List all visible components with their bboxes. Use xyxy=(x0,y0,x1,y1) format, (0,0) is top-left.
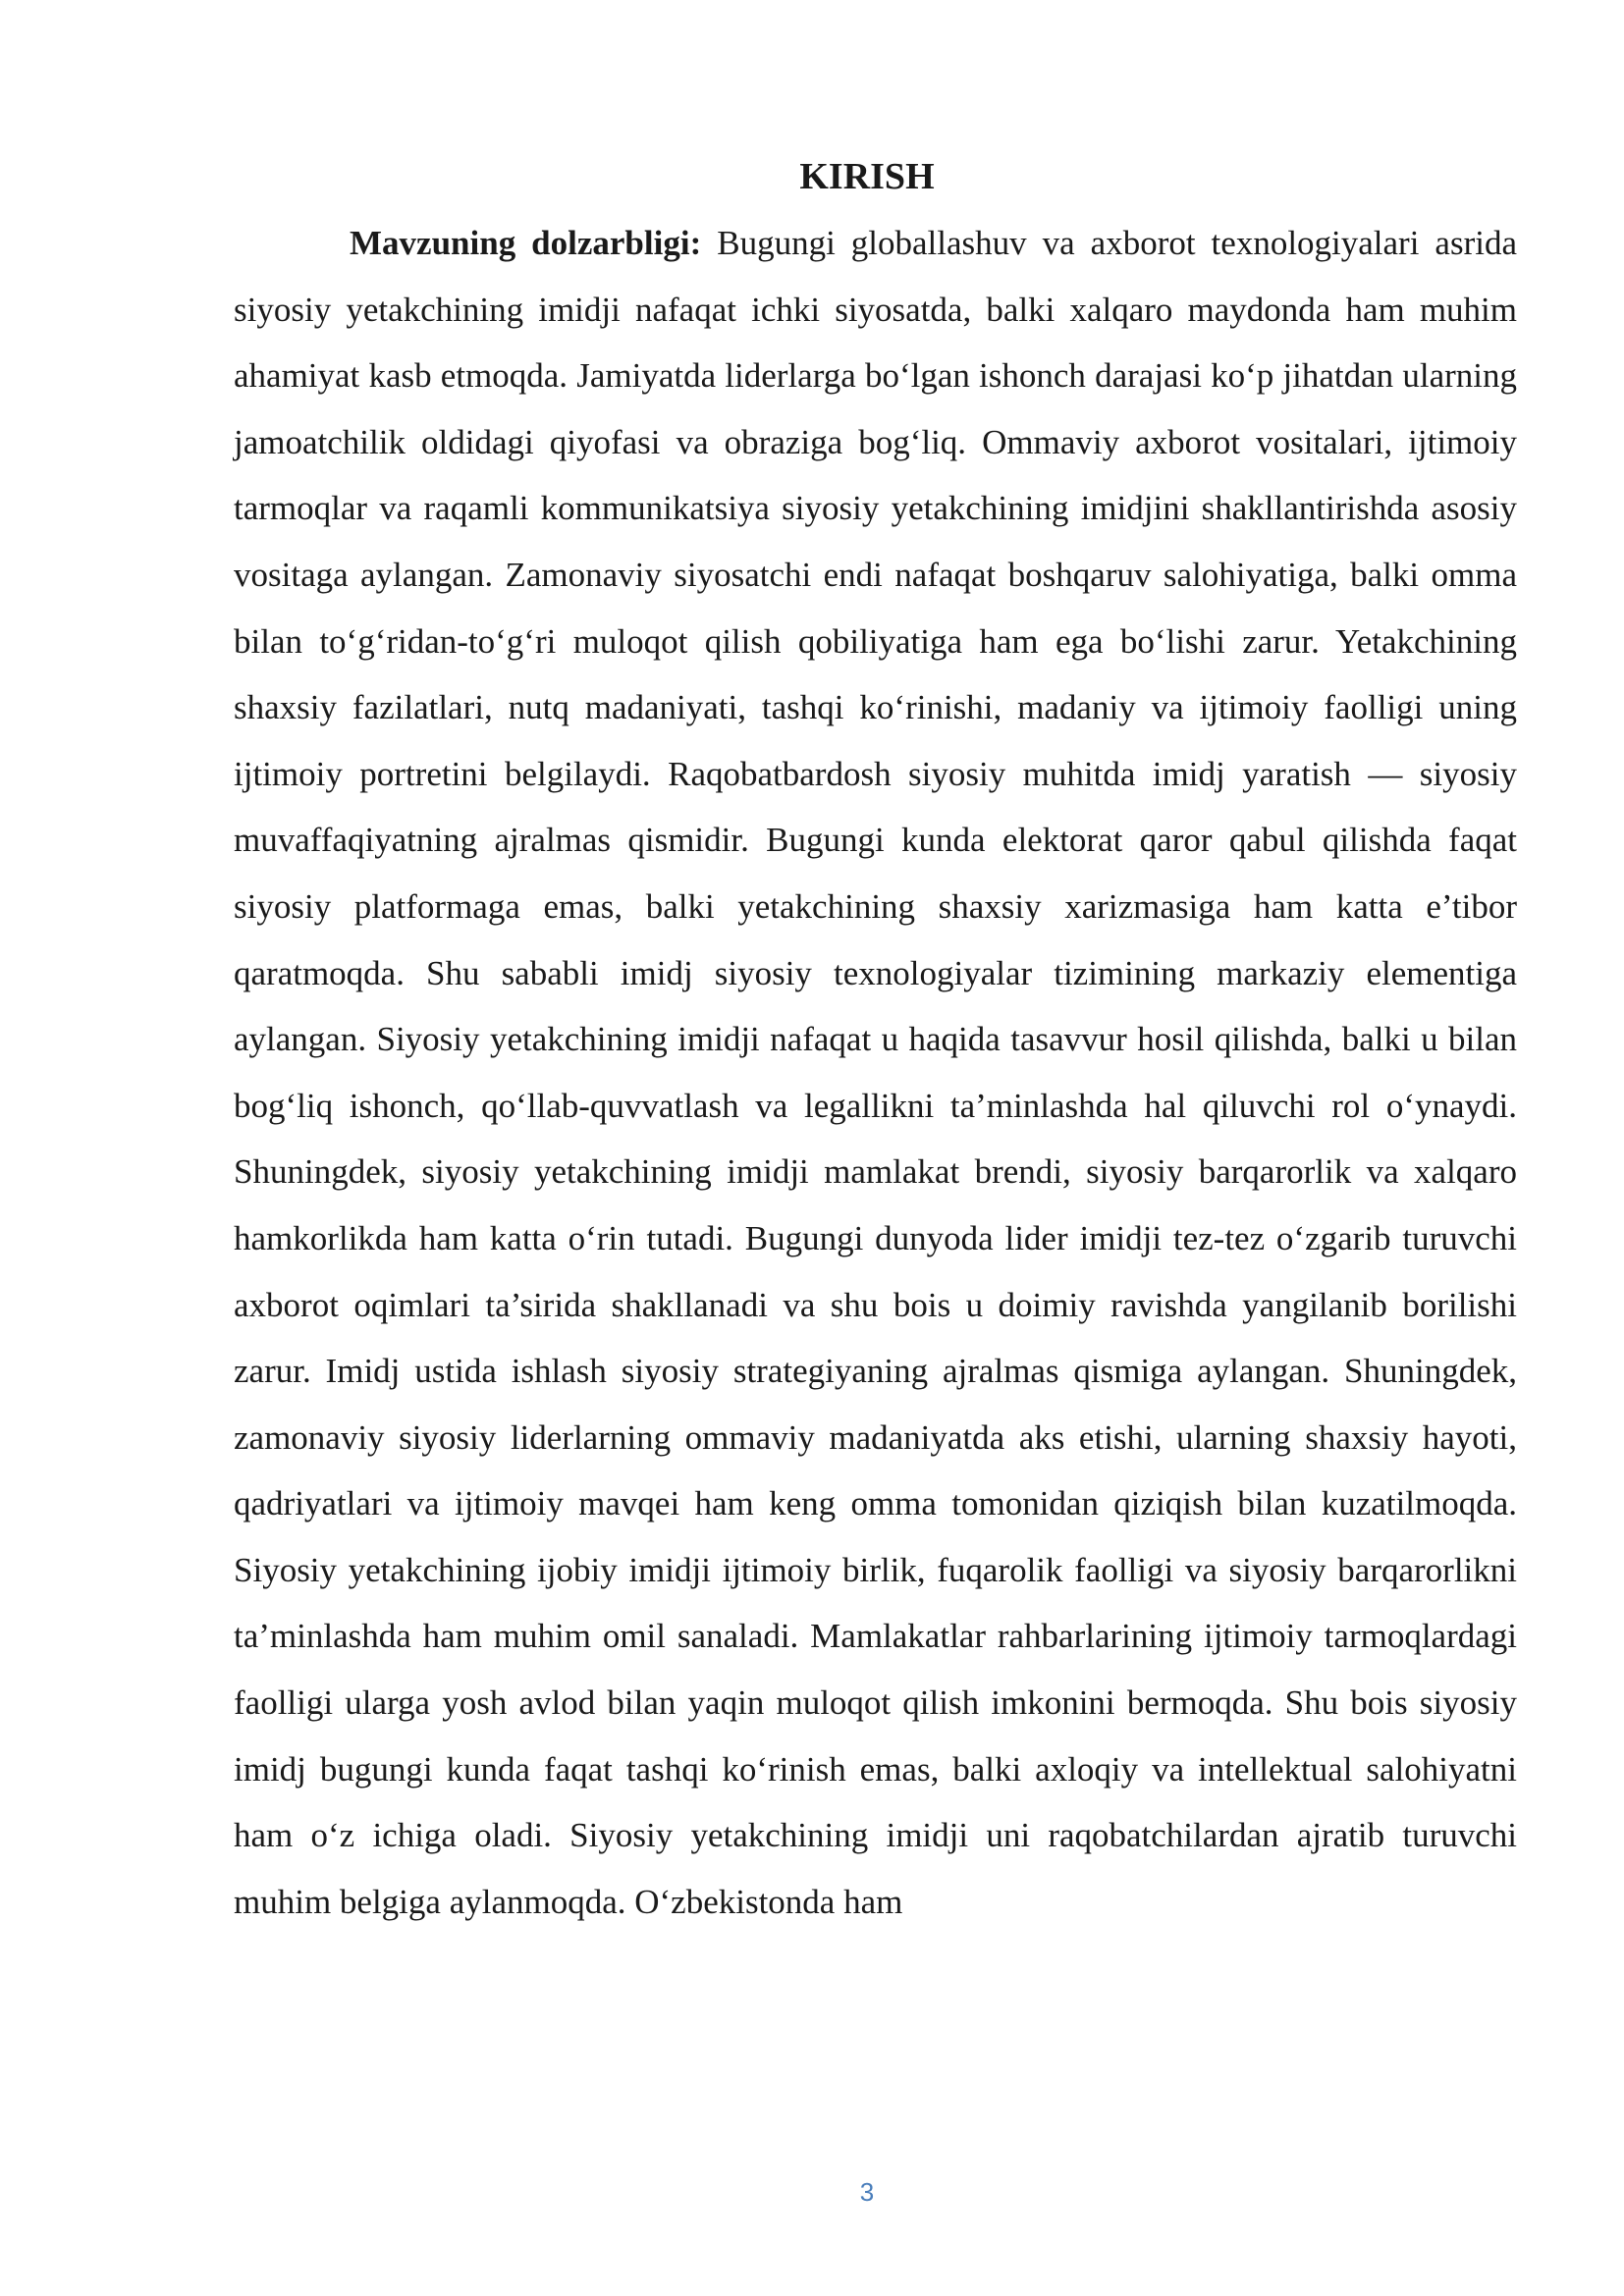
section-heading: KIRISH xyxy=(799,156,935,197)
paragraph-text: Bugungi globallashuv va axborot texnologiyalari asrida siyosiy yetakchining imidji nafaqat ichki siyosatda, balki xalqaro maydonda ham muhim ahamiyat kasb etmoqda. Jamiyatda liderlarga bo‘lgan ishonch darajasi ko‘p jihatdan ularning jamoatchilik oldidagi qiyofasi va obraziga bog‘liq. Ommaviy axborot vositalari, ijtimoiy tarmoqlar va raqamli kommunikatsiya siyosiy yetakchining imidjini shakllantirishda asosiy vositaga aylangan. Zamonaviy siyosatchi endi nafaqat boshqaruv salohiyatiga, balki omma bilan to‘g‘ridan-to‘g‘ri muloqot qilish qobiliyatiga ham ega bo‘lishi zarur. Yetakchining shaxsiy fazilatlari, nutq madaniyati, tashqi ko‘rinishi, madaniy va ijtimoiy faolligi uning ijtimoiy portretini belgilaydi. Raqobatbardosh siyosiy muhitda imidj yaratish — siyosiy muvaffaqiyatning ajralmas qismidir. Bugungi kunda elektorat qaror qabul qilishda faqat siyosiy platformaga emas, balki yetakchining shaxsiy xarizmasiga ham katta e’tibor qaratmoqda. Shu sababli imidj siyosiy texnologiyalar tizimining markaziy elementiga aylangan. Siyosiy yetakchining imidji nafaqat u haqida tasavvur hosil qilishda, balki u bilan bog‘liq ishonch, qo‘llab-quvvatlash va legallikni ta’minlashda hal qiluvchi rol o‘ynaydi. Shuningdek, siyosiy yetakchining imidji mamlakat brendi, siyosiy barqarorlik va xalqaro hamkorlikda ham katta o‘rin tutadi. Bugungi dunyoda lider imidji tez-tez o‘zgarib turuvchi axborot oqimlari ta’sirida shakllanadi va shu bois u doimiy ravishda yangilanib borilishi zarur. Imidj ustida ishlash siyosiy strategiyaning ajralmas qismiga aylangan. Shuningdek, zamonaviy siyosiy liderlarning ommaviy madaniyatda aks etishi, ularning shaxsiy hayoti, qadriyatlari va ijtimoiy mavqei ham keng omma tomonidan qiziqish bilan kuzatilmoqda. Siyosiy yetakchining ijobiy imidji ijtimoiy birlik, fuqarolik faolligi va siyosiy barqarorlikni ta’minlashda ham muhim omil sanaladi. Mamlakatlar rahbarlarining ijtimoiy tarmoqlardagi faolligi ularga yosh avlod bilan yaqin muloqot qilish imkonini bermoqda. Shu bois siyosiy imidj bugungi kunda faqat tashqi ko‘rinish emas, balki axloqiy va intellektual salohiyatni ham o‘z ichiga oladi. Siyosiy yetakchining imidji uni raqobatchilardan ajratib turuvchi muhim belgiga aylanmoqda. O‘zbekistonda ham xyxy=(234,224,1517,1921)
paragraph-lead: Mavzuning dolzarbligi: xyxy=(350,224,702,262)
page-number: 3 xyxy=(859,2177,875,2207)
body-paragraph xyxy=(234,210,1517,1935)
